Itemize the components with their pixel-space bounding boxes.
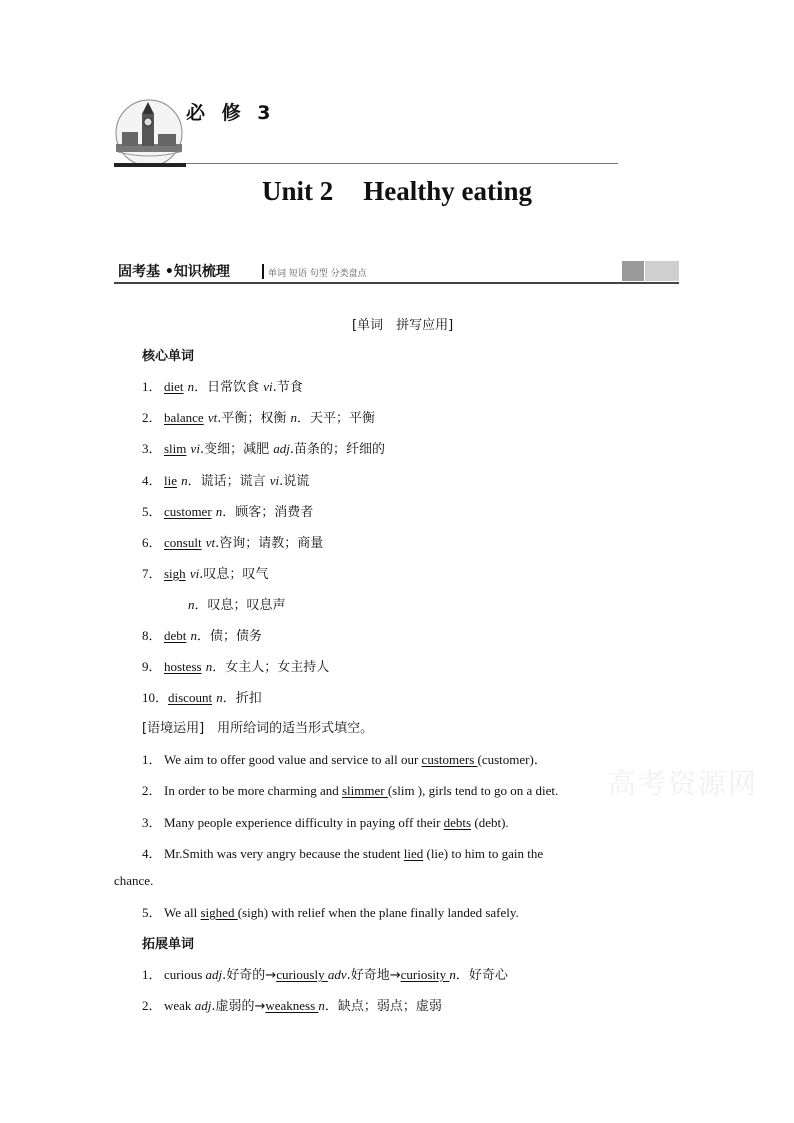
core-word-item <box>188 594 286 613</box>
item-number: 9． <box>142 659 162 674</box>
answer-word: lie <box>164 473 177 488</box>
context-use-line <box>142 717 373 736</box>
part-of-speech: adv <box>327 967 347 982</box>
meaning: ．折扣 <box>222 691 262 706</box>
meaning: ．缺点；弱点；虚弱 <box>324 999 442 1014</box>
extended-words-label: 拓展单词 <box>142 937 195 952</box>
core-word-item <box>142 656 329 675</box>
answer-word: customers <box>421 752 478 767</box>
context-sentence <box>142 749 547 768</box>
book-label: 必 修 3 <box>186 102 276 124</box>
meaning: ．顾客；消费者 <box>222 505 314 520</box>
part-of-speech: vi <box>263 379 273 394</box>
core-words-label: 核心单词 <box>142 349 195 364</box>
part-of-speech: n <box>318 998 325 1013</box>
item-number: 2． <box>142 998 162 1013</box>
context-use-label: [语境运用] <box>142 721 205 736</box>
meaning: .好奇地→ <box>346 968 401 983</box>
context-sentence <box>142 843 543 862</box>
base-word: curious <box>164 967 206 982</box>
meaning: .平衡；权衡 <box>217 411 291 426</box>
core-word-item <box>142 376 303 395</box>
item-number: 4． <box>142 846 162 861</box>
answer-word: balance <box>164 410 204 425</box>
answer-word: debt <box>164 628 187 643</box>
core-word-item <box>142 470 309 489</box>
context-sentence <box>142 812 509 831</box>
part-of-speech: adj <box>205 967 223 982</box>
subsection-heading: [单词 拼写应用] <box>352 318 454 333</box>
meaning: ．天平；平衡 <box>297 411 376 426</box>
part-of-speech: vi <box>269 473 280 488</box>
item-number: 5． <box>142 905 162 920</box>
item-number: 2． <box>142 410 162 425</box>
meaning: ．债；债务 <box>197 629 263 644</box>
item-number: 2． <box>142 783 162 798</box>
answer-word: sigh <box>164 566 186 581</box>
part-of-speech: n <box>188 597 195 612</box>
core-word-item <box>142 438 385 457</box>
sentence-text: (debt). <box>471 815 509 830</box>
meaning: ．日常饮食 <box>194 380 264 395</box>
item-number: 1． <box>142 379 162 394</box>
section-bar-block-dark <box>622 261 644 281</box>
sentence-text: In order to be more charming and <box>164 783 342 798</box>
section-title: 固考基 •知识梳理 <box>118 264 230 280</box>
answer-word: discount <box>168 690 213 705</box>
part-of-speech: vi <box>189 566 200 581</box>
header-underbar <box>114 163 186 167</box>
answer-word: curiosity <box>400 967 450 982</box>
answer-word: diet <box>164 379 184 394</box>
watermark: 高考资源网 <box>608 767 759 800</box>
answer-word: lied <box>403 846 424 861</box>
section-separator <box>262 264 264 279</box>
big-ben-logo <box>114 98 184 168</box>
meaning: .咨询；请教；商量 <box>215 536 324 551</box>
part-of-speech: n <box>290 410 297 425</box>
meaning: ．谎话；谎言 <box>187 474 270 489</box>
part-of-speech: n <box>215 504 223 519</box>
meaning: .叹息；叹气 <box>199 567 269 582</box>
header-rule <box>186 163 618 164</box>
sentence-text: We aim to offer good value and service to all our <box>164 752 422 767</box>
meaning: .变细；减肥 <box>199 442 274 457</box>
answer-word: slimmer <box>341 783 388 798</box>
item-number: 6． <box>142 535 162 550</box>
answer-word: weakness <box>265 998 319 1013</box>
answer-word: slim <box>164 441 187 456</box>
base-word: weak <box>164 998 195 1013</box>
unit-title <box>0 176 794 207</box>
meaning: .节食 <box>272 380 303 395</box>
context-sentence <box>114 873 153 889</box>
answer-word: consult <box>164 535 202 550</box>
part-of-speech: n <box>216 690 223 705</box>
answer-word: customer <box>164 504 212 519</box>
core-word-item <box>142 407 375 426</box>
item-number: 8． <box>142 628 162 643</box>
item-number: 7． <box>142 566 162 581</box>
unit-number: Unit 2 <box>261 176 334 206</box>
part-of-speech: adj <box>273 441 290 456</box>
item-number: 3． <box>142 815 162 830</box>
context-sentence <box>142 902 519 921</box>
core-word-item <box>142 687 262 706</box>
sentence-text: Many people experience difficulty in paying off their <box>164 815 444 830</box>
unit-name: Healthy eating <box>363 176 532 206</box>
part-of-speech: n <box>205 659 213 674</box>
extended-word-item <box>142 964 508 983</box>
part-of-speech: n <box>187 379 195 394</box>
item-number: 1． <box>142 967 162 982</box>
part-of-speech: vi <box>190 441 200 456</box>
core-word-item <box>142 532 323 551</box>
answer-word: hostess <box>164 659 202 674</box>
answer-word: curiously <box>276 967 328 982</box>
meaning: .好奇的→ <box>222 968 277 983</box>
sentence-text: Mr.Smith was very angry because the student <box>164 846 404 861</box>
meaning: .说谎 <box>279 474 310 489</box>
part-of-speech: vt <box>205 535 216 550</box>
item-number: 5． <box>142 504 162 519</box>
sentence-text: (customer)． <box>477 752 547 767</box>
part-of-speech: n <box>449 967 456 982</box>
context-sentence <box>142 780 558 799</box>
part-of-speech: n <box>181 473 188 488</box>
sentence-text: (lie) to him to gain the <box>423 846 544 861</box>
section-rule <box>114 282 679 284</box>
sentence-text: (sigh) with relief when the plane finally landed safely. <box>237 905 519 920</box>
item-number: 10． <box>142 690 169 705</box>
answer-word: debts <box>443 815 472 830</box>
part-of-speech: n <box>190 628 198 643</box>
meaning: ．好奇心 <box>455 968 508 983</box>
item-number: 4． <box>142 473 162 488</box>
part-of-speech: vt <box>207 410 218 425</box>
extended-word-item <box>142 995 442 1014</box>
section-bar-block-light <box>645 261 679 281</box>
meaning: ．女主人；女主持人 <box>212 660 330 675</box>
core-word-item <box>142 625 262 644</box>
part-of-speech: adj <box>194 998 212 1013</box>
item-number: 3． <box>142 441 162 456</box>
section-subtitle: 单词 短语 句型 分类盘点 <box>268 269 367 279</box>
sentence-text: We all <box>164 905 201 920</box>
sentence-text: chance. <box>114 873 154 888</box>
item-number: 1． <box>142 752 162 767</box>
meaning: .苗条的；纤细的 <box>289 442 385 457</box>
core-word-item <box>142 501 313 520</box>
sentence-text: (slim ), girls tend to go on a diet. <box>387 783 559 798</box>
meaning: ．叹息；叹息声 <box>194 598 286 613</box>
meaning: .虚弱的→ <box>211 999 266 1014</box>
context-use-instruction: 用所给词的适当形式填空。 <box>217 721 374 736</box>
answer-word: sighed <box>200 905 238 920</box>
core-word-item <box>142 563 268 582</box>
